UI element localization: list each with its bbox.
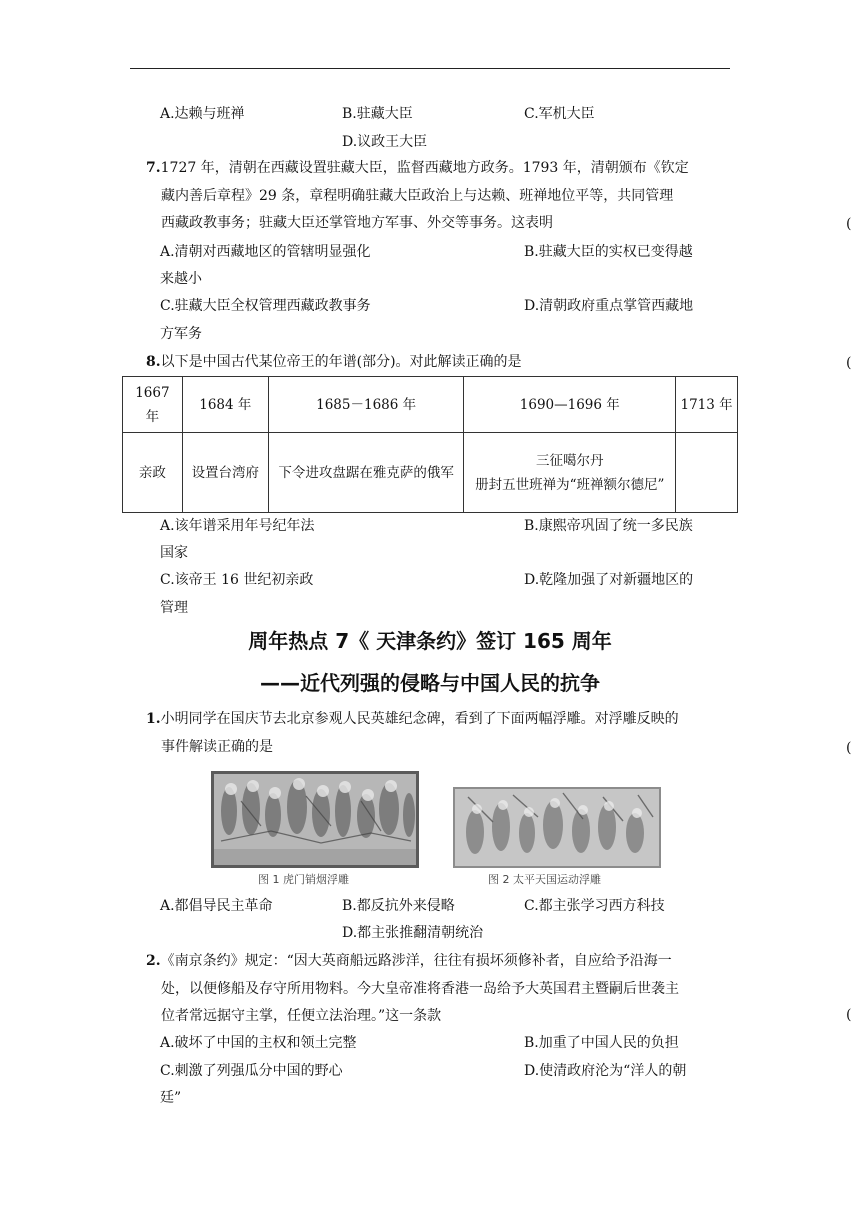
q7-line-3: 西藏政教事务；驻藏大臣还掌管地方军事、外交等事务。这表明 bbox=[161, 215, 553, 231]
s2-option-a: A.破坏了中国的主权和领土完整 bbox=[160, 1035, 357, 1051]
section-subtitle: ——近代列强的侵略与中国人民的抗争 bbox=[260, 671, 600, 695]
q8-number: 8. bbox=[146, 354, 161, 370]
s1-answer-paren: ( bbox=[846, 740, 852, 756]
q8-option-a: A.该年谱采用年号纪年法 bbox=[160, 518, 315, 534]
s2-option-d-wrap: 廷” bbox=[160, 1090, 182, 1106]
year-cell-1 bbox=[123, 377, 183, 433]
year-cell-5 bbox=[676, 377, 738, 433]
year-cell-3 bbox=[268, 377, 464, 433]
s1-line-1: 小明同学在国庆节去北京参观人民英雄纪念碑，看到了下面两幅浮雕。对浮雕反映的 bbox=[160, 711, 679, 727]
s2-stem bbox=[146, 948, 679, 1031]
s2-option-b: B.加重了中国人民的负担 bbox=[524, 1035, 679, 1051]
q8-option-b: B.康熙帝巩固了统一多民族 bbox=[524, 518, 693, 534]
q7-option-c: C.驻藏大臣全权管理西藏政教事务 bbox=[160, 298, 371, 314]
q7-line-2: 藏内善后章程》29 条，章程明确驻藏大臣政治上与达赖、班禅地位平等，共同管理 bbox=[161, 187, 674, 204]
q7-option-b: B.驻藏大臣的实权已变得越 bbox=[524, 244, 693, 260]
option-b: B.驻藏大臣 bbox=[342, 106, 413, 122]
header-rule bbox=[130, 68, 730, 69]
year-cell-4 bbox=[464, 377, 676, 433]
s2-option-c: C.刺激了列强瓜分中国的野心 bbox=[160, 1063, 343, 1079]
q7-answer-paren: ( bbox=[846, 216, 852, 232]
event-cell-2 bbox=[182, 433, 268, 513]
q8-option-c: C.该帝王 16 世纪初亲政 bbox=[160, 572, 314, 588]
year-cell-1-text: 1667 年 bbox=[135, 384, 170, 425]
event-cell-3 bbox=[268, 433, 464, 513]
s2-number: 2. bbox=[146, 953, 161, 969]
q7-number: 7. bbox=[146, 160, 161, 176]
s2-answer-paren: ( bbox=[846, 1007, 852, 1023]
event-cell-4 bbox=[464, 433, 676, 513]
s2-line-1: 《南京条约》规定：“因大英商船远路涉洋，往往有损坏须修补者，自应给予沿海一 bbox=[160, 953, 672, 969]
year-cell-2-text: 1684 年 bbox=[199, 396, 252, 413]
q7-option-a: A.清朝对西藏地区的管辖明显强化 bbox=[160, 244, 371, 260]
q8-answer-paren: ( bbox=[846, 355, 852, 371]
q7-option-b-wrap: 来越小 bbox=[160, 271, 202, 287]
event-cell-4-text: 三征噶尔丹 册封五世班禅为“班禅额尔德尼” bbox=[475, 452, 665, 493]
s1-option-b: B.都反抗外来侵略 bbox=[342, 898, 455, 914]
humen-relief-image bbox=[211, 771, 419, 868]
s1-option-a: A.都倡导民主革命 bbox=[160, 898, 273, 914]
s1-option-d: D.都主张推翻清朝统治 bbox=[342, 925, 484, 941]
q7-option-d: D.清朝政府重点掌管西藏地 bbox=[524, 298, 694, 314]
q7-option-d-wrap: 方军务 bbox=[160, 326, 202, 342]
s1-number: 1. bbox=[146, 711, 161, 727]
q8-stem bbox=[146, 349, 522, 377]
option-a: A.达赖与班禅 bbox=[160, 106, 245, 122]
year-cell-3-text: 1685－1686 年 bbox=[316, 396, 417, 413]
event-cell-2-text: 设置台湾府 bbox=[191, 464, 260, 481]
q8-option-d: D.乾隆加强了对新疆地区的 bbox=[524, 572, 694, 588]
q8-text: 以下是中国古代某位帝王的年谱(部分)。对此解读正确的是 bbox=[160, 354, 522, 370]
q7-line-1: 1727 年，清朝在西藏设置驻藏大臣，监督西藏地方政务。1793 年，清朝颁布《钦定 bbox=[160, 160, 689, 176]
s2-line-3: 位者常远据守主掌，任便立法治理。”这一条款 bbox=[161, 1008, 442, 1024]
option-c: C.军机大臣 bbox=[524, 106, 595, 122]
event-cell-1 bbox=[123, 433, 183, 513]
event-cell-3-text: 下令进攻盘踞在雅克萨的俄军 bbox=[278, 464, 454, 481]
table-row-events bbox=[123, 433, 738, 513]
q8-option-d-wrap: 管理 bbox=[160, 600, 188, 616]
s1-option-c: C.都主张学习西方科技 bbox=[524, 898, 665, 914]
reign-table bbox=[122, 376, 738, 513]
year-cell-4-text: 1690—1696 年 bbox=[519, 396, 620, 413]
s2-line-2: 处，以便修船及存守所用物料。今大皇帝准将香港一岛给予大英国君主暨嗣后世袭主 bbox=[161, 980, 679, 997]
section-title: 周年热点 7《 天津条约》签订 165 周年 bbox=[248, 629, 612, 653]
table-row-years bbox=[123, 377, 738, 433]
taiping-relief-image bbox=[453, 787, 661, 868]
year-cell-2 bbox=[182, 377, 268, 433]
year-cell-5-text: 1713 年 bbox=[680, 396, 733, 413]
event-cell-5 bbox=[676, 433, 738, 513]
q8-option-b-wrap: 国家 bbox=[160, 545, 188, 561]
s1-line-2: 事件解读正确的是 bbox=[161, 738, 273, 755]
option-d: D.议政王大臣 bbox=[342, 134, 428, 150]
figure-2-caption: 图 2 太平天国运动浮雕 bbox=[488, 873, 601, 886]
s1-stem bbox=[146, 706, 679, 761]
s2-option-d: D.使清政府沦为“洋人的朝 bbox=[524, 1063, 687, 1079]
figure-1-caption: 图 1 虎门销烟浮雕 bbox=[258, 873, 349, 886]
q7-stem bbox=[146, 155, 689, 238]
event-cell-1-text: 亲政 bbox=[138, 464, 166, 481]
